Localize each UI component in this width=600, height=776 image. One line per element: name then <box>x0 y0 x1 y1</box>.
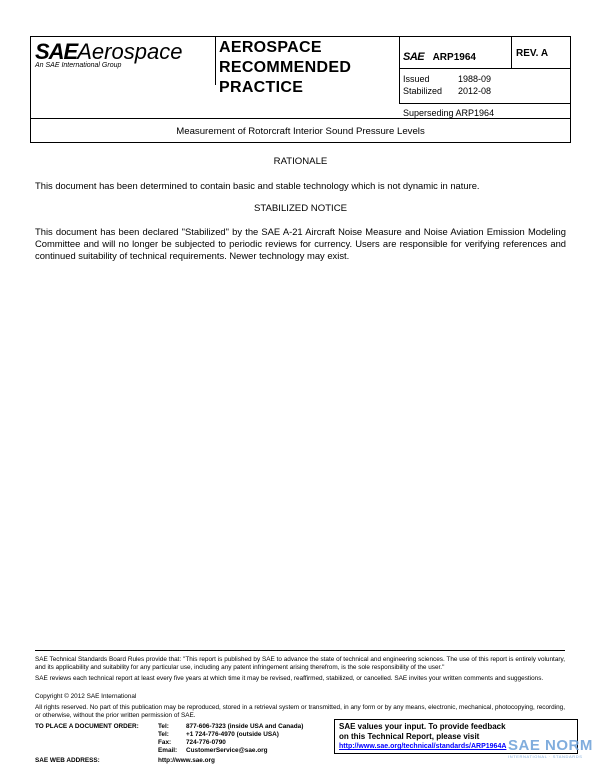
web-address-link[interactable]: http://www.sae.org <box>158 757 215 764</box>
header-rule-supersede <box>399 103 571 104</box>
footer-para3: All rights reserved. No part of this publication may be reproduced, stored in a retrieval system or transmitted, in any form or by any means, electronic, mechanical, photocopying, recording, or otherwise, without the prior written permission of SAE. <box>35 704 565 720</box>
header-rule-rev <box>399 68 571 69</box>
doc-type <box>219 38 351 98</box>
stabilized-label: Stabilized <box>403 86 443 96</box>
doc-number-cell <box>403 47 476 65</box>
footer-para2: SAE reviews each technical report at least every five years at which time it may be revised, reaffirmed, stabilized, or cancelled. SAE invites your written comments and suggestions. <box>35 675 544 682</box>
rationale-heading: RATIONALE <box>273 156 328 167</box>
watermark-text: SAE NORM <box>508 737 593 754</box>
stabilized-value: 2012-08 <box>458 86 492 96</box>
doc-number: ARP1964 <box>432 52 476 63</box>
rationale-text: This document has been determined to contain basic and stable technology which is not dynamic in nature. <box>35 180 480 191</box>
issued-label: Issued <box>403 74 430 84</box>
doc-type-line2: RECOMMENDED <box>219 59 352 76</box>
order-label: TO PLACE A DOCUMENT ORDER: <box>35 723 139 730</box>
footer-copyright: Copyright © 2012 SAE International <box>35 693 137 700</box>
stabilized-heading: STABILIZED NOTICE <box>253 203 348 214</box>
tel1-value: 877-606-7323 (inside USA and Canada) <box>186 723 304 730</box>
header-divider-1 <box>215 37 216 85</box>
logo-tagline: An SAE International Group <box>35 62 122 69</box>
superseding: Superseding ARP1964 <box>403 108 495 118</box>
sae-norm-watermark <box>508 738 593 759</box>
fax-value: 724-776-0790 <box>186 739 226 746</box>
feedback-line1: SAE values your input. To provide feedback <box>339 722 506 731</box>
tel1-label: Tel: <box>158 723 169 730</box>
logo-sae-text: SAE <box>35 39 78 64</box>
header-divider-2 <box>399 37 400 104</box>
header-divider-3 <box>511 37 512 69</box>
stabilized-text: This document has been declared "Stabilized" by the SAE A-21 Aircraft Noise Measure and Noise Aviation Emission Modeling Committee and will no longer be subjected to periodic reviews for currency. Users are responsible for verifying references and continued suitability of technical requirements. Newer technology may exist. <box>35 226 566 261</box>
small-sae-logo: SAE <box>403 51 425 63</box>
tel2-value: +1 724-776-4970 (outside USA) <box>186 731 279 738</box>
doc-type-line1: AEROSPACE <box>219 39 322 56</box>
doc-type-line3: PRACTICE <box>219 79 304 96</box>
email-value[interactable]: CustomerService@sae.org <box>186 747 268 754</box>
footer-rule <box>35 650 565 651</box>
watermark-subtext: INTERNATIONAL · STANDARDS <box>508 754 583 759</box>
email-label: Email: <box>158 747 178 754</box>
issued-value: 1988-09 <box>458 74 492 84</box>
footer-para1: SAE Technical Standards Board Rules provide that: "This report is published by SAE to advance the state of technical and engineering sciences. The use of this report is entirely voluntary, and its applicability and suitability for any particular use, including any patent infringement arising therefrom, is the sole responsibility of the user." <box>35 656 565 672</box>
web-address-label: SAE WEB ADDRESS: <box>35 757 100 764</box>
title-rule <box>30 118 571 119</box>
feedback-url-link[interactable]: http://www.sae.org/technical/standards/ARP1964A <box>339 743 507 750</box>
tel2-label: Tel: <box>158 731 169 738</box>
revision: REV. A <box>516 48 549 59</box>
feedback-line2: on this Technical Report, please visit <box>339 732 480 741</box>
document-title: Measurement of Rotorcraft Interior Sound Pressure Levels <box>176 126 425 137</box>
logo-aerospace-text: Aerospace <box>77 39 183 64</box>
fax-label: Fax: <box>158 739 172 746</box>
